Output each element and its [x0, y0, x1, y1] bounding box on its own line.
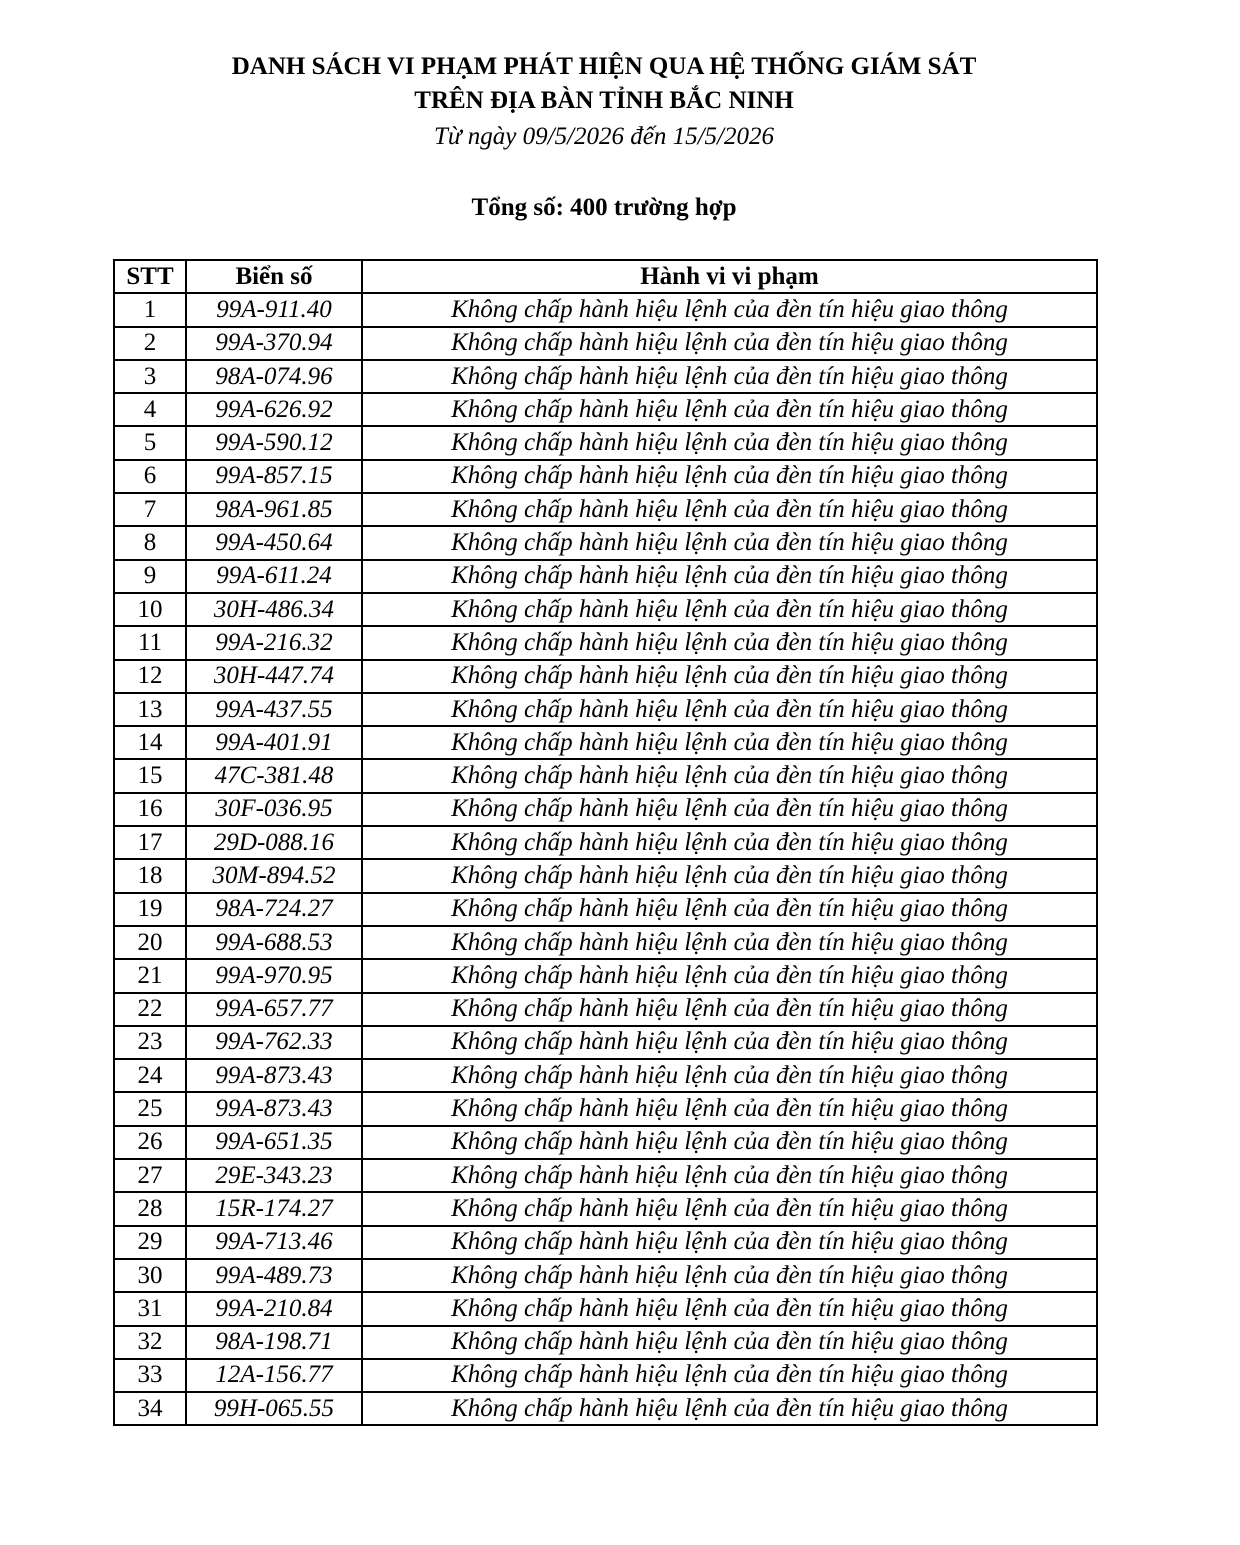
cell-stt: 21 — [114, 959, 186, 992]
cell-plate: 98A-724.27 — [186, 893, 362, 926]
cell-stt: 4 — [114, 393, 186, 426]
cell-stt: 34 — [114, 1392, 186, 1425]
cell-stt: 14 — [114, 726, 186, 759]
cell-behavior: Không chấp hành hiệu lệnh của đèn tín hiệu giao thông — [362, 426, 1097, 459]
cell-plate: 12A-156.77 — [186, 1359, 362, 1392]
cell-stt: 20 — [114, 926, 186, 959]
cell-plate: 99A-911.40 — [186, 293, 362, 326]
date-range: Từ ngày 09/5/2026 đến 15/5/2026 — [433, 123, 774, 150]
cell-stt: 1 — [114, 293, 186, 326]
table-row — [114, 493, 1097, 526]
cell-plate: 99A-762.33 — [186, 1026, 362, 1059]
cell-behavior: Không chấp hành hiệu lệnh của đèn tín hiệu giao thông — [362, 993, 1097, 1026]
table-row — [114, 926, 1097, 959]
cell-stt: 2 — [114, 327, 186, 360]
cell-stt: 5 — [114, 426, 186, 459]
cell-stt: 33 — [114, 1359, 186, 1392]
table-row — [114, 560, 1097, 593]
table-row — [114, 859, 1097, 892]
cell-plate: 30M-894.52 — [186, 859, 362, 892]
cell-stt: 28 — [114, 1192, 186, 1225]
table-row — [114, 593, 1097, 626]
cell-behavior: Không chấp hành hiệu lệnh của đèn tín hiệu giao thông — [362, 793, 1097, 826]
cell-stt: 22 — [114, 993, 186, 1026]
cell-behavior: Không chấp hành hiệu lệnh của đèn tín hiệu giao thông — [362, 293, 1097, 326]
table-row — [114, 1192, 1097, 1225]
cell-behavior: Không chấp hành hiệu lệnh của đèn tín hiệu giao thông — [362, 1159, 1097, 1192]
cell-behavior: Không chấp hành hiệu lệnh của đèn tín hiệu giao thông — [362, 1392, 1097, 1425]
table-row — [114, 893, 1097, 926]
table-row — [114, 959, 1097, 992]
cell-plate: 30H-486.34 — [186, 593, 362, 626]
cell-behavior: Không chấp hành hiệu lệnh của đèn tín hiệu giao thông — [362, 460, 1097, 493]
cell-stt: 23 — [114, 1026, 186, 1059]
table-row — [114, 1359, 1097, 1392]
cell-plate: 99A-651.35 — [186, 1126, 362, 1159]
table-row — [114, 360, 1097, 393]
cell-stt: 26 — [114, 1126, 186, 1159]
cell-plate: 99A-873.43 — [186, 1092, 362, 1125]
header-plate: Biển số — [186, 260, 362, 293]
table-row — [114, 1059, 1097, 1092]
cell-plate: 99H-065.55 — [186, 1392, 362, 1425]
cell-behavior: Không chấp hành hiệu lệnh của đèn tín hiệu giao thông — [362, 593, 1097, 626]
header-stt: STT — [114, 260, 186, 293]
cell-plate: 29D-088.16 — [186, 826, 362, 859]
violations-table — [113, 259, 1098, 1426]
table-row — [114, 660, 1097, 693]
cell-plate: 99A-437.55 — [186, 693, 362, 726]
cell-behavior: Không chấp hành hiệu lệnh của đèn tín hiệu giao thông — [362, 859, 1097, 892]
cell-plate: 99A-590.12 — [186, 426, 362, 459]
cell-behavior: Không chấp hành hiệu lệnh của đèn tín hiệu giao thông — [362, 1126, 1097, 1159]
cell-behavior: Không chấp hành hiệu lệnh của đèn tín hiệu giao thông — [362, 626, 1097, 659]
table-row — [114, 626, 1097, 659]
cell-behavior: Không chấp hành hiệu lệnh của đèn tín hiệu giao thông — [362, 493, 1097, 526]
cell-behavior: Không chấp hành hiệu lệnh của đèn tín hiệu giao thông — [362, 1326, 1097, 1359]
cell-stt: 29 — [114, 1226, 186, 1259]
cell-stt: 3 — [114, 360, 186, 393]
table-row — [114, 526, 1097, 559]
cell-plate: 99A-489.73 — [186, 1259, 362, 1292]
cell-stt: 15 — [114, 759, 186, 792]
table-row — [114, 1392, 1097, 1425]
total-count: Tổng số: 400 trường hợp — [471, 194, 737, 221]
document-title: DANH SÁCH VI PHẠM PHÁT HIỆN QUA HỆ THỐNG GIÁM SÁT — [231, 53, 977, 80]
table-row — [114, 1292, 1097, 1325]
table-row — [114, 1026, 1097, 1059]
cell-stt: 25 — [114, 1092, 186, 1125]
cell-plate: 99A-611.24 — [186, 560, 362, 593]
table-row — [114, 993, 1097, 1026]
cell-stt: 30 — [114, 1259, 186, 1292]
cell-stt: 12 — [114, 660, 186, 693]
table-row — [114, 726, 1097, 759]
table-row — [114, 1159, 1097, 1192]
table-row — [114, 426, 1097, 459]
cell-behavior: Không chấp hành hiệu lệnh của đèn tín hiệu giao thông — [362, 393, 1097, 426]
cell-behavior: Không chấp hành hiệu lệnh của đèn tín hiệu giao thông — [362, 327, 1097, 360]
cell-plate: 98A-961.85 — [186, 493, 362, 526]
cell-plate: 99A-370.94 — [186, 327, 362, 360]
table-header-row — [114, 260, 1097, 293]
cell-behavior: Không chấp hành hiệu lệnh của đèn tín hiệu giao thông — [362, 726, 1097, 759]
cell-behavior: Không chấp hành hiệu lệnh của đèn tín hiệu giao thông — [362, 693, 1097, 726]
cell-stt: 17 — [114, 826, 186, 859]
cell-stt: 8 — [114, 526, 186, 559]
table-row — [114, 793, 1097, 826]
cell-stt: 18 — [114, 859, 186, 892]
table-row — [114, 1326, 1097, 1359]
cell-behavior: Không chấp hành hiệu lệnh của đèn tín hiệu giao thông — [362, 1226, 1097, 1259]
cell-stt: 24 — [114, 1059, 186, 1092]
table-row — [114, 1126, 1097, 1159]
cell-behavior: Không chấp hành hiệu lệnh của đèn tín hiệu giao thông — [362, 1026, 1097, 1059]
table-row — [114, 460, 1097, 493]
cell-plate: 99A-970.95 — [186, 959, 362, 992]
cell-behavior: Không chấp hành hiệu lệnh của đèn tín hiệu giao thông — [362, 1092, 1097, 1125]
cell-behavior: Không chấp hành hiệu lệnh của đèn tín hiệu giao thông — [362, 1359, 1097, 1392]
cell-plate: 99A-216.32 — [186, 626, 362, 659]
cell-behavior: Không chấp hành hiệu lệnh của đèn tín hiệu giao thông — [362, 826, 1097, 859]
header-behavior: Hành vi vi phạm — [362, 260, 1097, 293]
cell-plate: 99A-713.46 — [186, 1226, 362, 1259]
cell-plate: 99A-210.84 — [186, 1292, 362, 1325]
document-subtitle-region: TRÊN ĐỊA BÀN TỈNH BẮC NINH — [414, 87, 794, 114]
cell-plate: 30F-036.95 — [186, 793, 362, 826]
cell-plate: 99A-401.91 — [186, 726, 362, 759]
cell-plate: 98A-198.71 — [186, 1326, 362, 1359]
cell-plate: 99A-857.15 — [186, 460, 362, 493]
cell-stt: 19 — [114, 893, 186, 926]
cell-behavior: Không chấp hành hiệu lệnh của đèn tín hiệu giao thông — [362, 1192, 1097, 1225]
cell-plate: 98A-074.96 — [186, 360, 362, 393]
cell-behavior: Không chấp hành hiệu lệnh của đèn tín hiệu giao thông — [362, 759, 1097, 792]
cell-stt: 16 — [114, 793, 186, 826]
cell-plate: 15R-174.27 — [186, 1192, 362, 1225]
cell-behavior: Không chấp hành hiệu lệnh của đèn tín hiệu giao thông — [362, 360, 1097, 393]
cell-plate: 99A-450.64 — [186, 526, 362, 559]
cell-plate: 29E-343.23 — [186, 1159, 362, 1192]
cell-behavior: Không chấp hành hiệu lệnh của đèn tín hiệu giao thông — [362, 1059, 1097, 1092]
cell-plate: 30H-447.74 — [186, 660, 362, 693]
cell-stt: 11 — [114, 626, 186, 659]
cell-behavior: Không chấp hành hiệu lệnh của đèn tín hiệu giao thông — [362, 926, 1097, 959]
table-row — [114, 327, 1097, 360]
cell-plate: 99A-873.43 — [186, 1059, 362, 1092]
cell-behavior: Không chấp hành hiệu lệnh của đèn tín hiệu giao thông — [362, 660, 1097, 693]
table-row — [114, 393, 1097, 426]
cell-stt: 10 — [114, 593, 186, 626]
table-row — [114, 759, 1097, 792]
cell-behavior: Không chấp hành hiệu lệnh của đèn tín hiệu giao thông — [362, 959, 1097, 992]
table-row — [114, 1092, 1097, 1125]
cell-stt: 9 — [114, 560, 186, 593]
table-body — [114, 293, 1097, 1425]
cell-stt: 27 — [114, 1159, 186, 1192]
cell-behavior: Không chấp hành hiệu lệnh của đèn tín hiệu giao thông — [362, 560, 1097, 593]
cell-stt: 31 — [114, 1292, 186, 1325]
cell-plate: 99A-626.92 — [186, 393, 362, 426]
cell-stt: 32 — [114, 1326, 186, 1359]
cell-behavior: Không chấp hành hiệu lệnh của đèn tín hiệu giao thông — [362, 1292, 1097, 1325]
cell-plate: 99A-688.53 — [186, 926, 362, 959]
cell-stt: 6 — [114, 460, 186, 493]
cell-behavior: Không chấp hành hiệu lệnh của đèn tín hiệu giao thông — [362, 893, 1097, 926]
cell-stt: 7 — [114, 493, 186, 526]
cell-behavior: Không chấp hành hiệu lệnh của đèn tín hiệu giao thông — [362, 526, 1097, 559]
table-row — [114, 826, 1097, 859]
table-row — [114, 293, 1097, 326]
cell-behavior: Không chấp hành hiệu lệnh của đèn tín hiệu giao thông — [362, 1259, 1097, 1292]
cell-plate: 99A-657.77 — [186, 993, 362, 1026]
cell-stt: 13 — [114, 693, 186, 726]
table-row — [114, 1226, 1097, 1259]
cell-plate: 47C-381.48 — [186, 759, 362, 792]
table-row — [114, 693, 1097, 726]
table-row — [114, 1259, 1097, 1292]
